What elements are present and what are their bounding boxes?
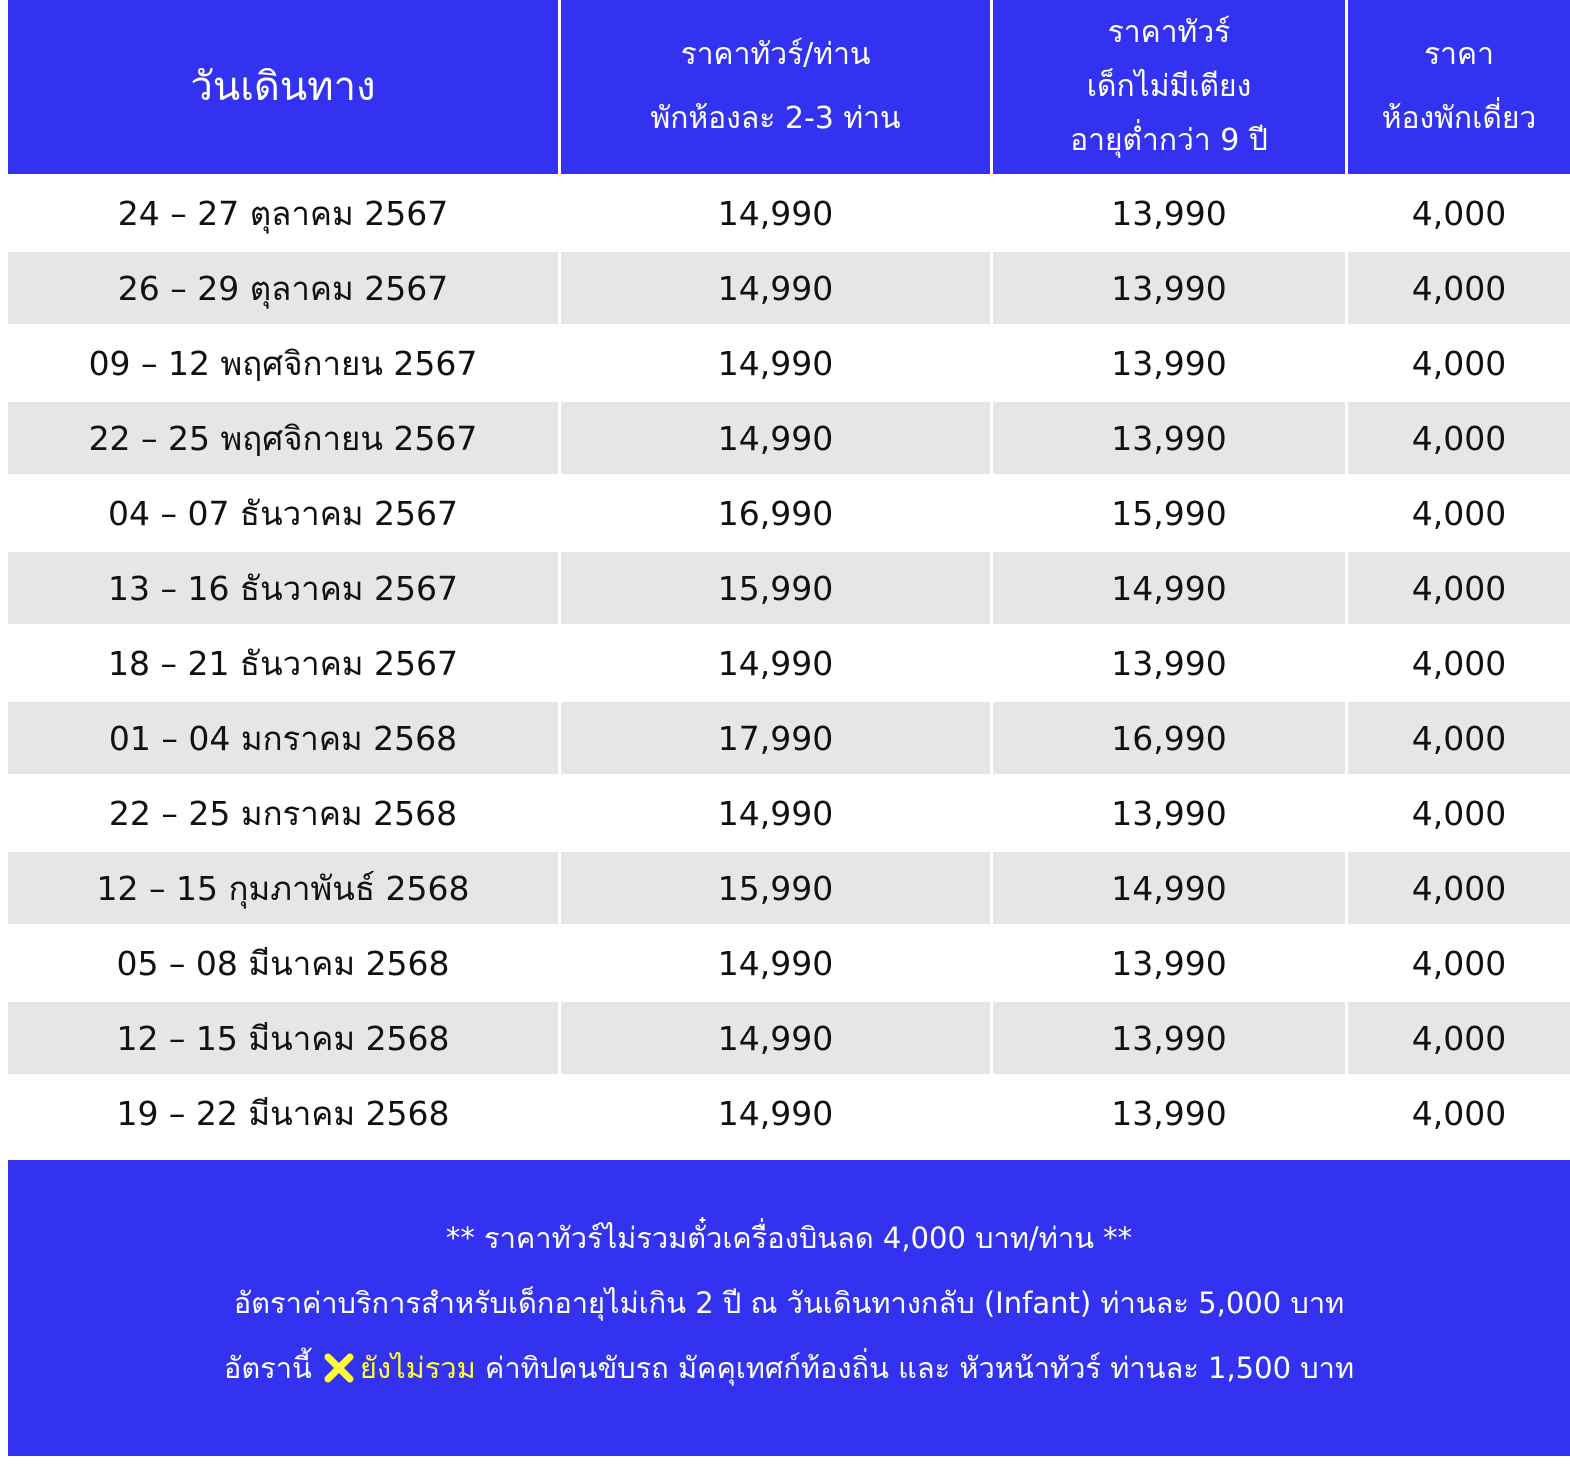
child-price-cell: 13,990 bbox=[990, 249, 1345, 324]
table-row bbox=[8, 624, 1570, 699]
child-price-cell: 13,990 bbox=[990, 774, 1345, 849]
table-row bbox=[8, 699, 1570, 774]
cross-mark-icon bbox=[322, 1351, 356, 1385]
single-room-cell: 4,000 bbox=[1345, 174, 1570, 249]
child-price-cell: 14,990 bbox=[990, 549, 1345, 624]
single-room-cell: 4,000 bbox=[1345, 1074, 1570, 1149]
adult-price-cell: 14,990 bbox=[558, 399, 990, 474]
table-header-row bbox=[8, 0, 1570, 174]
header-child-price-line-1: ราคาทัวร์ bbox=[1107, 15, 1231, 50]
note-flight-discount: ** ราคาทัวร์ไม่รวมตั๋วเครื่องบินลด 4,000 บาท/ท่าน ** bbox=[445, 1221, 1133, 1255]
header-single-room-line-2: ห้องพักเดี่ยว bbox=[1381, 101, 1537, 136]
header-single-room bbox=[1345, 0, 1570, 174]
single-room-cell: 4,000 bbox=[1345, 324, 1570, 399]
adult-price-cell: 14,990 bbox=[558, 1074, 990, 1149]
table-row bbox=[8, 924, 1570, 999]
date-cell: 01 – 04 มกราคม 2568 bbox=[8, 699, 558, 774]
note-tips-detail: ค่าทิปคนขับรถ มัคคุเทศก์ท้องถิ่น และ หัวหน้าทัวร์ ท่านละ 1,500 บาท bbox=[475, 1351, 1355, 1385]
date-cell: 18 – 21 ธันวาคม 2567 bbox=[8, 624, 558, 699]
single-room-cell: 4,000 bbox=[1345, 399, 1570, 474]
header-travel-date-label: วันเดินทาง bbox=[190, 64, 376, 110]
adult-price-cell: 14,990 bbox=[558, 249, 990, 324]
single-room-cell: 4,000 bbox=[1345, 999, 1570, 1074]
child-price-cell: 13,990 bbox=[990, 624, 1345, 699]
single-room-cell: 4,000 bbox=[1345, 474, 1570, 549]
adult-price-cell: 14,990 bbox=[558, 924, 990, 999]
table-row bbox=[8, 249, 1570, 324]
table-row bbox=[8, 399, 1570, 474]
header-child-price-line-2: เด็กไม่มีเตียง bbox=[1086, 69, 1252, 104]
child-price-cell: 13,990 bbox=[990, 999, 1345, 1074]
single-room-cell: 4,000 bbox=[1345, 849, 1570, 924]
child-price-cell: 13,990 bbox=[990, 399, 1345, 474]
adult-price-cell: 15,990 bbox=[558, 849, 990, 924]
header-adult-price bbox=[558, 0, 990, 174]
date-cell: 22 – 25 มกราคม 2568 bbox=[8, 774, 558, 849]
not-included-highlight: ยังไม่รวม bbox=[359, 1351, 476, 1385]
single-room-cell: 4,000 bbox=[1345, 249, 1570, 324]
note-infant-rate: อัตราค่าบริการสำหรับเด็กอายุไม่เกิน 2 ปี ณ วันเดินทางกลับ (Infant) ท่านละ 5,000 บาท bbox=[233, 1286, 1345, 1320]
price-notes-panel bbox=[8, 1160, 1570, 1456]
header-child-price-line-3: อายุต่ำกว่า 9 ปี bbox=[1070, 123, 1268, 158]
table-row bbox=[8, 174, 1570, 249]
table-row bbox=[8, 849, 1570, 924]
date-cell: 09 – 12 พฤศจิกายน 2567 bbox=[8, 324, 558, 399]
adult-price-cell: 16,990 bbox=[558, 474, 990, 549]
table-row bbox=[8, 474, 1570, 549]
header-travel-date bbox=[8, 0, 558, 174]
child-price-cell: 15,990 bbox=[990, 474, 1345, 549]
single-room-cell: 4,000 bbox=[1345, 924, 1570, 999]
child-price-cell: 13,990 bbox=[990, 324, 1345, 399]
adult-price-cell: 15,990 bbox=[558, 549, 990, 624]
date-cell: 22 – 25 พฤศจิกายน 2567 bbox=[8, 399, 558, 474]
table-row bbox=[8, 999, 1570, 1074]
header-child-price bbox=[990, 0, 1345, 174]
table-row bbox=[8, 774, 1570, 849]
date-cell: 05 – 08 มีนาคม 2568 bbox=[8, 924, 558, 999]
single-room-cell: 4,000 bbox=[1345, 624, 1570, 699]
tour-price-table bbox=[8, 0, 1570, 1149]
table-row bbox=[8, 324, 1570, 399]
note-tips-prefix: อัตรานี้ bbox=[223, 1351, 312, 1385]
date-cell: 26 – 29 ตุลาคม 2567 bbox=[8, 249, 558, 324]
date-cell: 04 – 07 ธันวาคม 2567 bbox=[8, 474, 558, 549]
header-adult-price-line-2: พักห้องละ 2-3 ท่าน bbox=[650, 101, 901, 136]
date-cell: 12 – 15 มีนาคม 2568 bbox=[8, 999, 558, 1074]
adult-price-cell: 14,990 bbox=[558, 174, 990, 249]
single-room-cell: 4,000 bbox=[1345, 549, 1570, 624]
child-price-cell: 16,990 bbox=[990, 699, 1345, 774]
single-room-cell: 4,000 bbox=[1345, 774, 1570, 849]
date-cell: 24 – 27 ตุลาคม 2567 bbox=[8, 174, 558, 249]
single-room-cell: 4,000 bbox=[1345, 699, 1570, 774]
child-price-cell: 13,990 bbox=[990, 1074, 1345, 1149]
date-cell: 12 – 15 กุมภาพันธ์ 2568 bbox=[8, 849, 558, 924]
table-row bbox=[8, 1074, 1570, 1149]
table-row bbox=[8, 549, 1570, 624]
adult-price-cell: 14,990 bbox=[558, 624, 990, 699]
child-price-cell: 13,990 bbox=[990, 174, 1345, 249]
adult-price-cell: 14,990 bbox=[558, 324, 990, 399]
adult-price-cell: 17,990 bbox=[558, 699, 990, 774]
date-cell: 19 – 22 มีนาคม 2568 bbox=[8, 1074, 558, 1149]
date-cell: 13 – 16 ธันวาคม 2567 bbox=[8, 549, 558, 624]
child-price-cell: 13,990 bbox=[990, 924, 1345, 999]
child-price-cell: 14,990 bbox=[990, 849, 1345, 924]
adult-price-cell: 14,990 bbox=[558, 774, 990, 849]
adult-price-cell: 14,990 bbox=[558, 999, 990, 1074]
header-adult-price-line-1: ราคาทัวร์/ท่าน bbox=[680, 37, 871, 72]
header-single-room-line-1: ราคา bbox=[1424, 37, 1494, 72]
note-tips-not-included bbox=[8, 1336, 1570, 1401]
